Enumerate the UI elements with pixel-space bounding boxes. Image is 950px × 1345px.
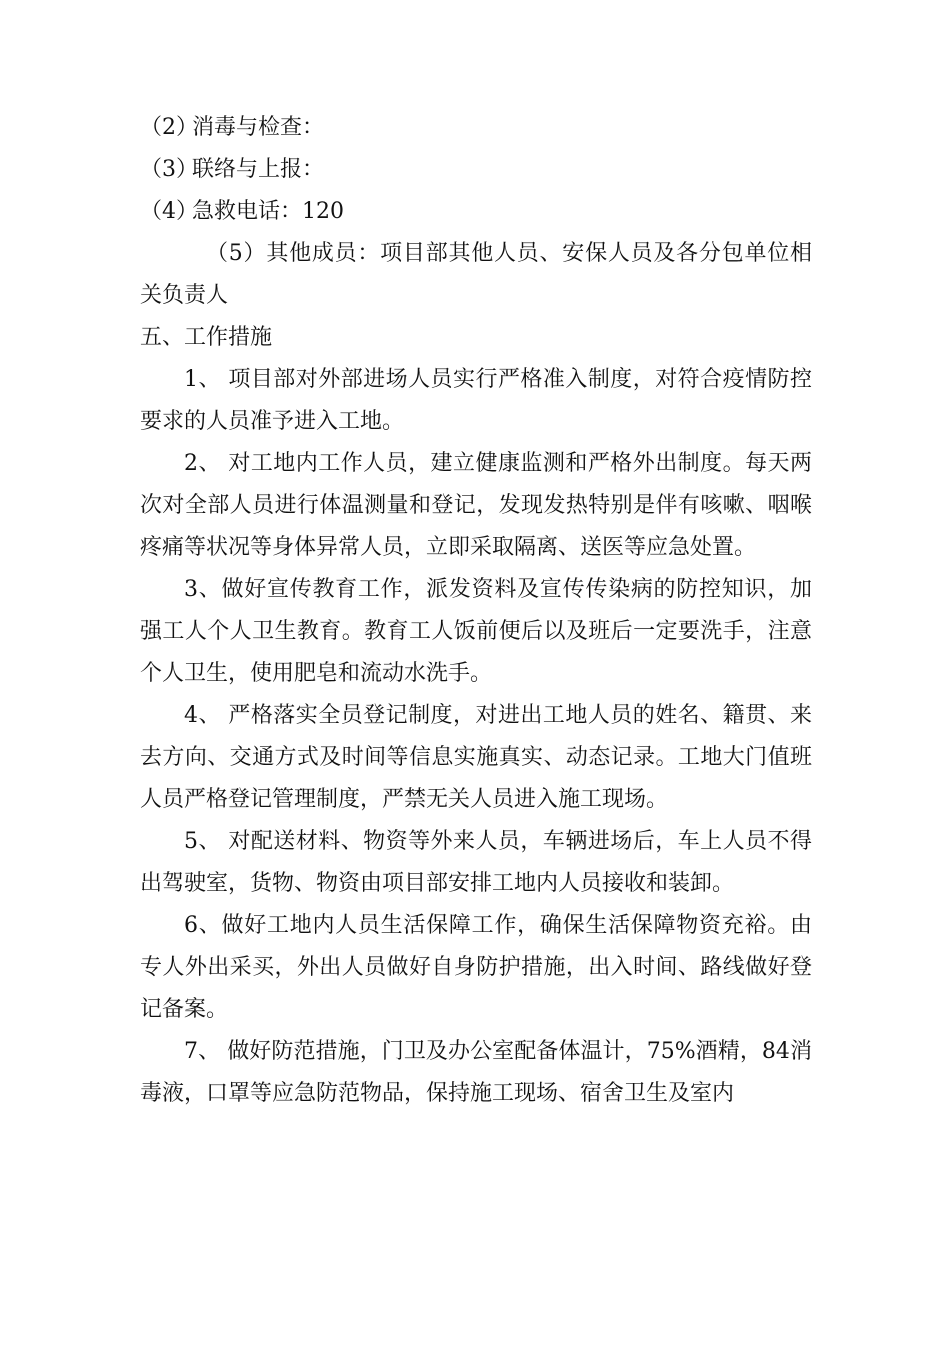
document-body [140,107,812,1115]
other-members-paragraph [140,233,812,317]
item-text: 消毒与检查： [192,115,325,140]
item-text: 急救电话：120 [192,199,344,224]
measure-paragraph: 7、 做好防范措施，门卫及办公室配备体温计，75%酒精，84消毒液，口罩等应急防范物品，保持施工现场、宿舍卫生及室内 [140,1039,812,1106]
measure-paragraph: 3、做好宣传教育工作，派发资料及宣传传染病的防控知识，加强工人个人卫生教育。教育工人饭前便后以及班后一定要洗手，注意个人卫生，使用肥皂和流动水洗手。 [140,577,812,686]
measure-paragraph: 1、 项目部对外部进场人员实行严格准入制度，对符合疫情防控要求的人员准予进入工地。 [140,367,812,434]
measure-paragraph: 4、 严格落实全员登记制度，对进出工地人员的姓名、籍贯、来去方向、交通方式及时间等信息实施真实、动态记录。工地大门值班人员严格登记管理制度，严禁无关人员进入施工现场。 [140,703,812,812]
section-heading: 五、工作措施 [140,325,273,350]
item-text: 其他成员：项目部其他人员、安保人员及各分包单位相关负责人 [140,241,812,308]
item-text: 联络与上报： [192,157,325,182]
measure-paragraph: 5、 对配送材料、物资等外来人员，车辆进场后，车上人员不得出驾驶室，货物、物资由项目部安排工地内人员接收和装卸。 [140,829,812,896]
item-number: （5） [206,241,267,266]
measure-paragraph: 2、 对工地内工作人员，建立健康监测和严格外出制度。每天两次对全部人员进行体温测量和登记，发现发热特别是伴有咳嗽、咽喉疼痛等状况等身体异常人员，立即采取隔离、送医等应急处置。 [140,451,812,560]
item-number: （3） [140,157,198,182]
contact-item-reporting [140,149,812,191]
contact-item-disinfection [140,107,812,149]
item-number: （2） [140,115,198,140]
measure-paragraph: 6、做好工地内人员生活保障工作，确保生活保障物资充裕。由专人外出采买，外出人员做好自身防护措施，出入时间、路线做好登记备案。 [140,913,812,1022]
contact-item-emergency-phone [140,191,812,233]
item-number: （4） [140,199,198,224]
